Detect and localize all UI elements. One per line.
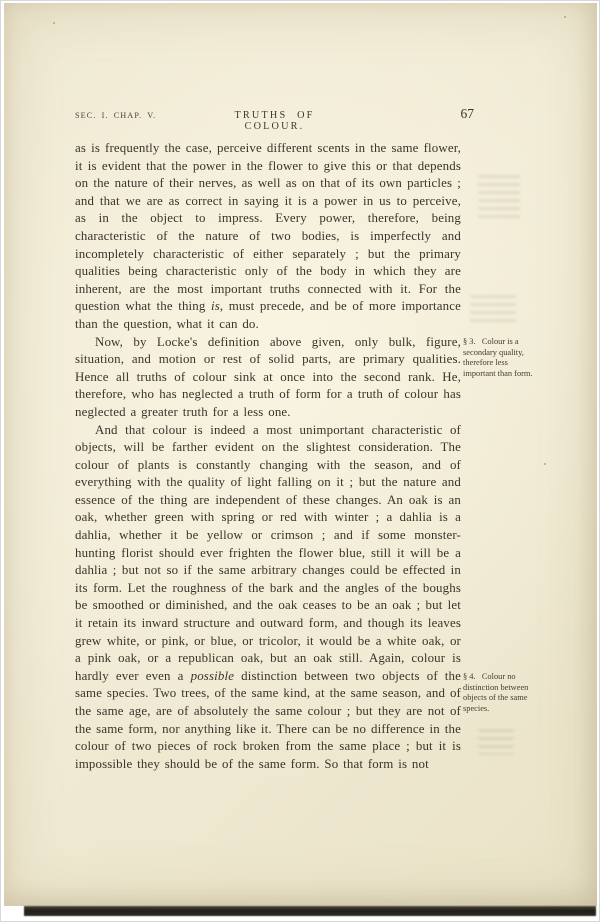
book-page bbox=[4, 3, 597, 906]
show-through-ghost bbox=[478, 175, 520, 221]
paper-speck bbox=[544, 463, 546, 465]
margin-note-mark: § 4. bbox=[463, 672, 480, 681]
body-text bbox=[75, 140, 461, 773]
margin-note-3 bbox=[463, 337, 533, 379]
margin-note-mark: § 3. bbox=[463, 337, 480, 346]
text-run: Now, by Locke's definition above given, only bulk, figure, situation, and motion or rest of solid parts, are primary qualities. Hence all truths of colour sink at once into the second rank. He, therefore, who has neglected a truth of form for a truth of colour has neglected a greater truth for a less one. bbox=[75, 334, 461, 419]
scan-edge bbox=[24, 906, 596, 916]
paper-speck bbox=[53, 22, 55, 24]
page-header bbox=[75, 106, 474, 132]
italic-text: is bbox=[210, 299, 220, 314]
margin-note-4 bbox=[463, 672, 533, 714]
text-run: , must precede, and be of more importance than the question, what it can do. bbox=[75, 299, 461, 331]
margin-note-text: Colour is a secondary quality, therefore less important than form. bbox=[463, 337, 533, 378]
chapter-label: SEC. I. CHAP. V. bbox=[75, 111, 157, 120]
margin-note-text: Colour no distinction between objects of the same species. bbox=[463, 672, 529, 713]
running-title: TRUTHS OF COLOUR. bbox=[234, 110, 315, 132]
page-number: 67 bbox=[460, 106, 474, 121]
paragraph bbox=[75, 334, 461, 422]
text-run: distinction between two objects of the same species. Two trees, of the same kind, at the same season, and of the same age, are of absolutely the same colour ; but they are not of the same form, nor anything like it. There can be no difference in the colour of two pieces of rock broken from the same place ; but it is impossible they should be of the same form. So that form is not bbox=[75, 668, 462, 771]
paper-speck bbox=[564, 16, 566, 18]
paragraph bbox=[75, 140, 461, 334]
paragraph bbox=[75, 422, 461, 774]
show-through-ghost bbox=[470, 295, 516, 323]
text-run: as is frequently the case, perceive different scents in the same flower, it is evident that the power in the flower to give this or that depends on the nature of their nerves, as well as on that of its own particles ; and that we are as correct in saying it is a power in us to perceive, as in the object to impress. Every power, therefore, being characteristic of the nature of two bodies, is imperfectly and incompletely characteristic of either separately ; but the primary qualities being characteristic only of the body in which they are inherent, are the most important truths connected with it. For the question what the thing bbox=[75, 141, 461, 314]
show-through-ghost bbox=[478, 729, 514, 755]
text-run: And that colour is indeed a most unimportant characteristic of objects, will be farther evident on the slightest consideration. The colour of plants is constantly changing with the season, and of everything with the quality of light falling on it ; but the nature and essence of the thing are independent of these changes. An oak is an oak, whether green with spring or red with winter ; a dahlia is a dahlia, whether it be yellow or crimson ; and if some monster-hunting florist should ever frighten the flower blue, still it will be a dahlia ; but not so if the same arbitrary changes could be effected in its form. Let the roughness of the bark and the angles of the boughs be smoothed or diminished, and the oak ceases to be an oak ; but let it retain its inward structure and outward form, and though its leaves grew white, or pink, or blue, or tricolor, it would be a white oak, or a pink oak, or a republican oak, but an oak still. Again, colour is hardly ever even a bbox=[75, 422, 461, 683]
italic-text: possible bbox=[190, 668, 235, 683]
